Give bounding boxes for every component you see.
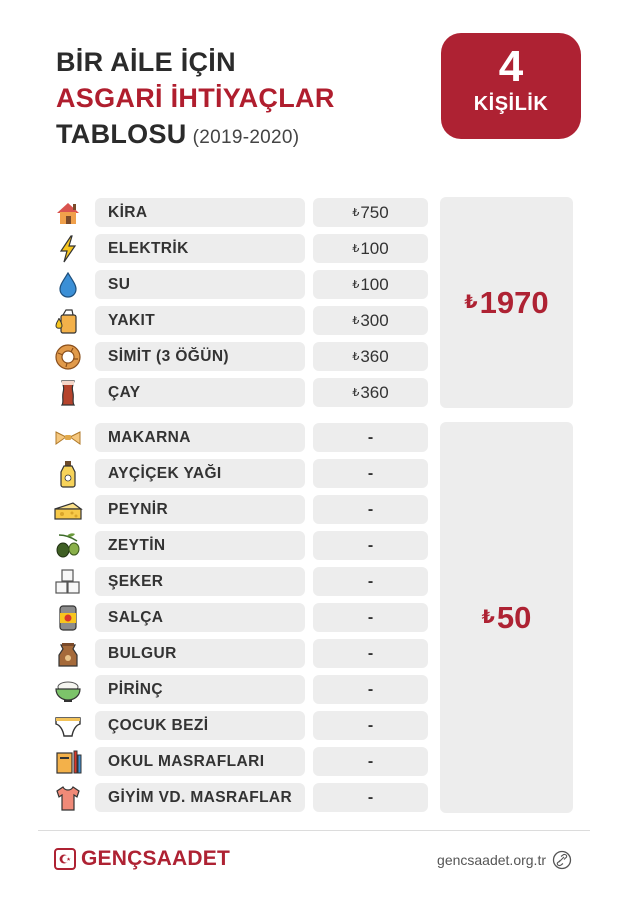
oil-bottle-icon	[52, 459, 84, 489]
house-icon	[52, 198, 84, 228]
link-icon[interactable]	[552, 850, 572, 870]
school-supplies-icon	[52, 747, 84, 777]
brand-name: GENÇSAADET	[81, 847, 231, 870]
item-price-value: -	[367, 536, 374, 554]
group-2-total-value: 50	[496, 599, 532, 635]
item-price-value: 360	[360, 346, 389, 366]
group-1-total	[440, 197, 573, 408]
tomato-paste-can-icon	[52, 603, 84, 633]
item-price	[313, 639, 428, 668]
currency-symbol: ₺	[352, 315, 360, 327]
item-name: ELEKTRİK	[95, 234, 305, 263]
currency-symbol: ₺	[352, 243, 360, 255]
item-price-value: 360	[360, 382, 389, 402]
item-price-value: 750	[360, 202, 389, 222]
item-price-value: -	[367, 644, 374, 662]
footer-divider	[38, 830, 590, 831]
tea-glass-icon	[52, 378, 84, 408]
item-price-value: -	[367, 464, 374, 482]
item-price-value: 300	[360, 310, 389, 330]
website[interactable]	[437, 850, 572, 870]
item-price	[313, 198, 428, 227]
group-2-total	[440, 422, 573, 813]
item-price-value: 100	[360, 274, 389, 294]
website-url[interactable]: gencsaadet.org.tr	[437, 852, 546, 868]
title-line-3	[56, 116, 335, 156]
item-price	[313, 306, 428, 335]
item-price-value: -	[367, 788, 374, 806]
item-price-value: -	[367, 428, 374, 446]
item-name: YAKIT	[95, 306, 305, 335]
item-price	[313, 747, 428, 776]
item-name: GİYİM VD. MASRAFLAR	[95, 783, 305, 812]
item-name: ÇAY	[95, 378, 305, 407]
item-price	[313, 711, 428, 740]
item-price	[313, 234, 428, 263]
brand-logo	[54, 847, 230, 871]
item-price	[313, 378, 428, 407]
title-line-1: BİR AİLE İÇİN	[56, 47, 236, 77]
item-name: SALÇA	[95, 603, 305, 632]
badge-number: 4	[498, 42, 524, 91]
item-price	[313, 495, 428, 524]
lightning-icon	[52, 234, 84, 264]
item-price-value: -	[367, 680, 374, 698]
title-line-3-text: TABLOSU	[56, 119, 187, 149]
badge-unit: KİŞİLİK	[473, 93, 549, 115]
item-name: PEYNİR	[95, 495, 305, 524]
item-price	[313, 423, 428, 452]
item-price	[313, 675, 428, 704]
year-label: (2019-2020)	[192, 127, 300, 148]
currency-symbol: ₺	[464, 292, 478, 313]
item-price	[313, 270, 428, 299]
title-block	[56, 44, 335, 156]
bulgur-sack-icon	[52, 639, 84, 669]
item-price-value: 100	[360, 238, 389, 258]
item-name: ZEYTİN	[95, 531, 305, 560]
currency-symbol: ₺	[352, 351, 360, 363]
item-name: SU	[95, 270, 305, 299]
water-drop-icon	[52, 270, 84, 300]
currency-symbol: ₺	[352, 207, 360, 219]
item-price-value: -	[367, 608, 374, 626]
item-price	[313, 459, 428, 488]
household-size-badge	[441, 33, 581, 139]
item-name: MAKARNA	[95, 423, 305, 452]
item-price-value: -	[367, 500, 374, 518]
item-price-value: -	[367, 752, 374, 770]
group-1-total-value: 1970	[479, 284, 549, 320]
olive-icon	[52, 531, 84, 561]
item-price	[313, 531, 428, 560]
item-price-value: -	[367, 572, 374, 590]
diaper-icon	[52, 711, 84, 741]
item-name: ÇOCUK BEZİ	[95, 711, 305, 740]
pasta-icon	[52, 423, 84, 453]
simit-icon	[52, 342, 84, 372]
fuel-can-icon	[52, 306, 84, 336]
item-price	[313, 603, 428, 632]
item-name: BULGUR	[95, 639, 305, 668]
cheese-icon	[52, 495, 84, 525]
item-name: PİRİNÇ	[95, 675, 305, 704]
item-name: KİRA	[95, 198, 305, 227]
currency-symbol: ₺	[352, 387, 360, 399]
item-name: OKUL MASRAFLARI	[95, 747, 305, 776]
sugar-cubes-icon	[52, 567, 84, 597]
item-price	[313, 567, 428, 596]
crescent-star-icon	[54, 848, 76, 870]
tshirt-icon	[52, 783, 84, 813]
currency-symbol: ₺	[481, 607, 495, 628]
item-price-value: -	[367, 716, 374, 734]
title-line-2: ASGARİ İHTİYAÇLAR	[56, 83, 335, 113]
item-name: ŞEKER	[95, 567, 305, 596]
item-name: SİMİT (3 ÖĞÜN)	[95, 342, 305, 371]
item-name: AYÇİÇEK YAĞI	[95, 459, 305, 488]
item-price	[313, 342, 428, 371]
rice-bowl-icon	[52, 675, 84, 705]
currency-symbol: ₺	[352, 279, 360, 291]
item-price	[313, 783, 428, 812]
